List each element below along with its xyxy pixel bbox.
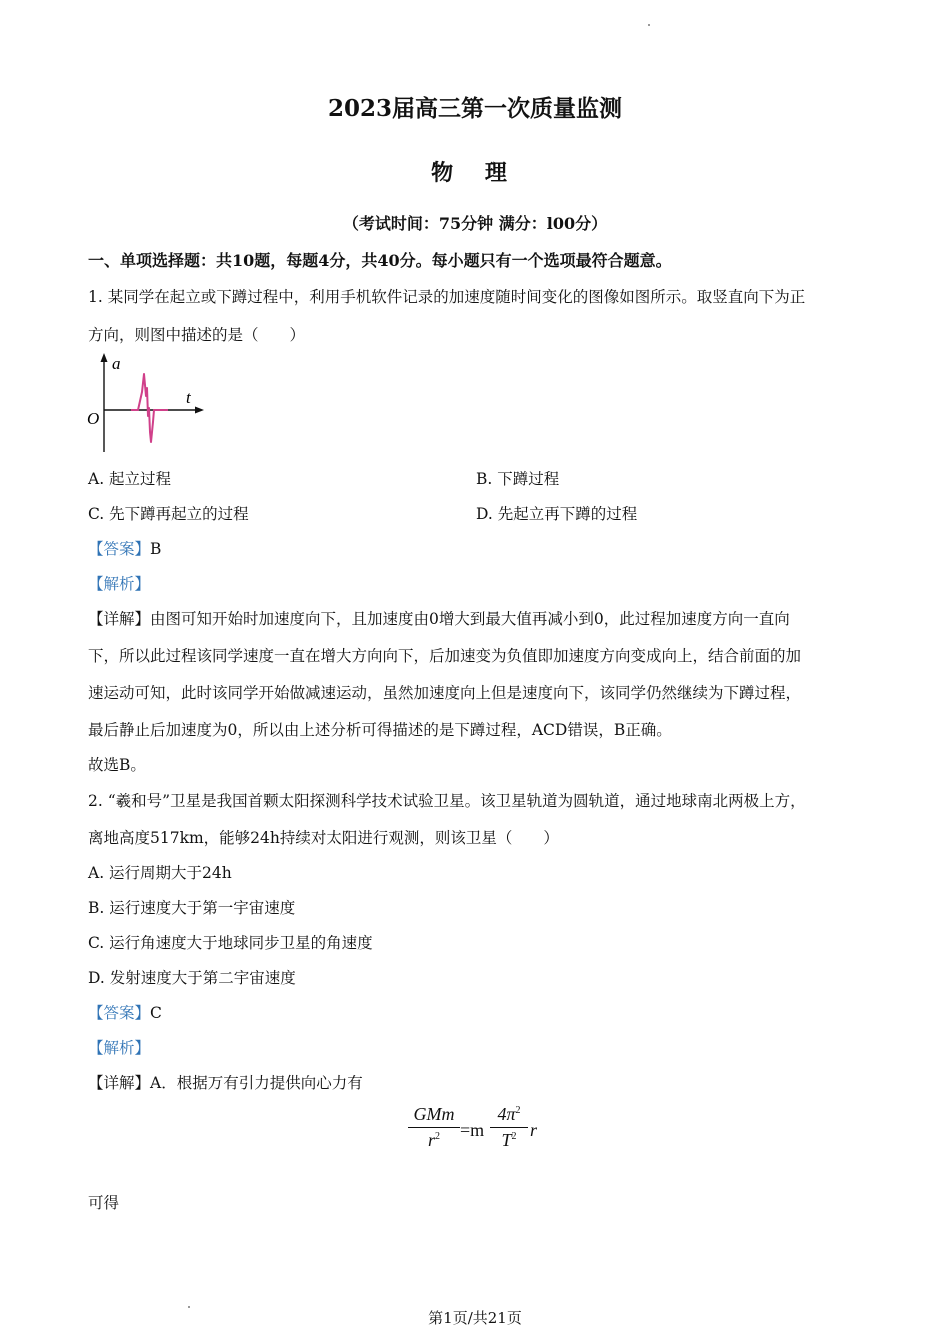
formula-rhs-num-base: 4π — [497, 1104, 516, 1124]
formula-lhs-den-exp: 2 — [435, 1131, 440, 1142]
scan-dot — [648, 24, 650, 26]
q2-stem-line1: 2. “羲和号”卫星是我国首颗太阳探测科学技术试验卫星。该卫星轨道为圆轨道，通过地球南北两极上方， — [88, 792, 806, 810]
q1-detail-line3: 速运动可知，此时该同学开始做减速运动，虽然加速度向上但是速度向下，该同学仍然继续为下蹲过程， — [88, 684, 802, 702]
formula-rhs-den-exp: 2 — [511, 1131, 517, 1142]
q1-stem-line1: 1. 某同学在起立或下蹲过程中，利用手机软件记录的加速度随时间变化的图像如图所示。取竖直向下为正 — [88, 288, 806, 306]
q2-detail-line1 — [88, 1071, 363, 1093]
graph-x-label: t — [186, 388, 191, 407]
subject-title: 物 理 — [431, 160, 519, 186]
q2-detail-text1: A．根据万有引力提供向心力有 — [150, 1074, 363, 1092]
q1-option-c: C. 先下蹲再起立的过程 — [88, 505, 249, 523]
graph-curve — [131, 374, 168, 442]
q1-option-d: D. 先起立再下蹲的过程 — [476, 505, 638, 523]
q1-answer-value: B — [150, 540, 162, 558]
graph-y-label: a — [112, 354, 121, 373]
q1-detail-tag: 【详解】 — [88, 610, 151, 628]
formula-rhs-denominator — [490, 1130, 528, 1151]
formula-lhs-den-base: r — [427, 1130, 435, 1150]
q1-detail-line1 — [88, 607, 790, 629]
q2-answer — [88, 1001, 162, 1023]
q1-analysis-tag: 【解析】 — [88, 575, 151, 593]
q1-graph-svg — [86, 352, 210, 456]
q2-formula — [0, 1100, 950, 1160]
q1-stem-line2: 方向，则图中描述的是（ ） — [88, 326, 306, 344]
formula-lhs-denominator — [408, 1130, 460, 1151]
page-footer: 第1页/共21页 — [428, 1309, 522, 1327]
q2-option-b: B. 运行速度大于第一宇宙速度 — [88, 899, 296, 917]
formula-rhs-numerator — [490, 1104, 528, 1125]
q2-detail-tag: 【详解】 — [88, 1074, 151, 1092]
q2-answer-value: C — [150, 1004, 162, 1022]
section-heading: 一、单项选择题：共10题，每题4分，共40分。每小题只有一个选项最符合题意。 — [88, 251, 672, 270]
exam-info: （考试时间：75分钟 满分：l00分） — [342, 214, 608, 233]
q1-detail-line2: 下，所以此过程该同学速度一直在增大方向向下，后加速变为负值即加速度方向变成向上，结合前面的加 — [88, 647, 802, 665]
q1-detail-text1: 由图可知开始时加速度向下，且加速度由0增大到最大值再减小到0，此过程加速度方向一直向 — [150, 610, 790, 628]
q1-answer — [88, 537, 161, 559]
formula-lhs-bar — [408, 1127, 460, 1128]
q2-option-c: C. 运行角速度大于地球同步卫星的角速度 — [88, 934, 373, 952]
q1-conclusion: 故选B。 — [88, 756, 146, 774]
formula-rhs-bar — [490, 1127, 528, 1128]
q2-option-a: A. 运行周期大于24h — [88, 864, 232, 882]
q1-option-a: A. 起立过程 — [88, 470, 172, 488]
q2-answer-tag: 【答案】 — [88, 1004, 151, 1022]
q1-option-b: B. 下蹲过程 — [476, 470, 560, 488]
q1-detail-line4: 最后静止后加速度为0，所以由上述分析可得描述的是下蹲过程，ACD错误，B正确。 — [88, 721, 672, 739]
q1-answer-tag: 【答案】 — [88, 540, 151, 558]
formula-tail: r — [530, 1120, 538, 1140]
q2-analysis-tag: 【解析】 — [88, 1039, 151, 1057]
graph-origin-label: O — [87, 409, 100, 428]
formula-rhs-den-base: T — [501, 1130, 512, 1150]
page-title: 2023届高三第一次质量监测 — [327, 95, 622, 122]
formula-eq: =m — [460, 1120, 485, 1140]
graph-y-arrow — [101, 353, 108, 362]
q2-after-formula: 可得 — [88, 1194, 120, 1212]
q1-acceleration-graph — [86, 352, 210, 456]
formula-rhs-fraction — [490, 1104, 528, 1151]
formula-equals — [460, 1120, 484, 1141]
formula-lhs-fraction — [408, 1104, 460, 1151]
q2-option-d: D. 发射速度大于第二宇宙速度 — [88, 969, 296, 987]
formula-rhs-num-exp: 2 — [515, 1105, 521, 1116]
graph-x-arrow — [195, 407, 204, 414]
q2-stem-line2: 离地高度517km，能够24h持续对太阳进行观测，则该卫星（ ） — [88, 829, 559, 847]
formula-lhs-numerator: GMm — [413, 1104, 455, 1124]
